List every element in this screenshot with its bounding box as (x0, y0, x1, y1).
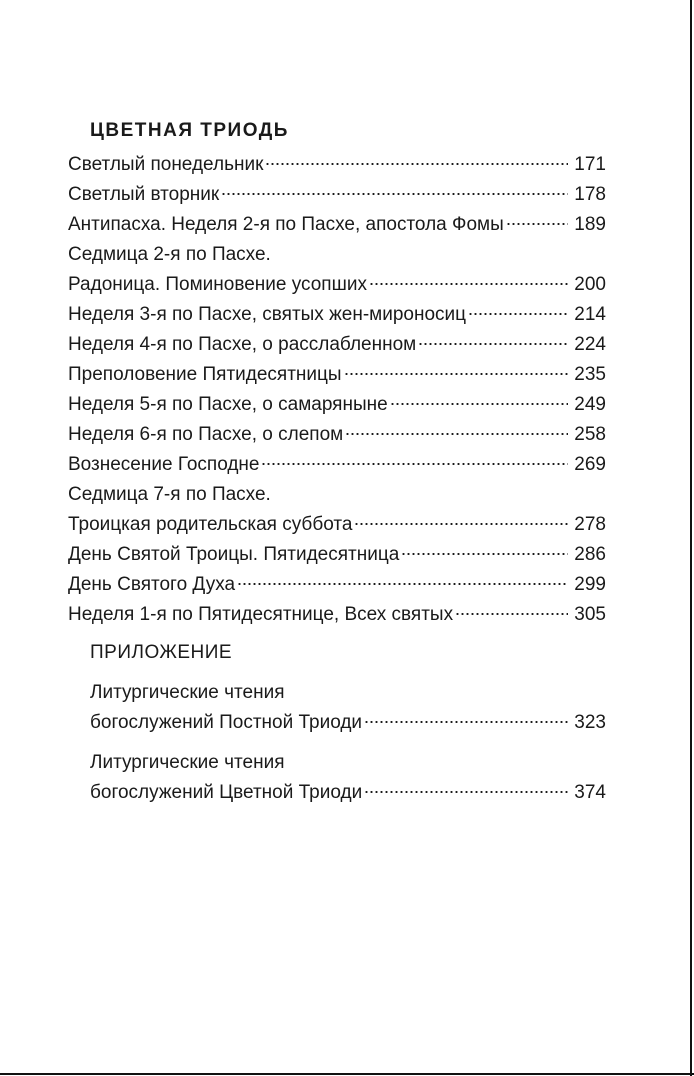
toc-entry-page: 171 (574, 154, 606, 175)
toc-entry (68, 270, 606, 300)
toc-entry (68, 600, 606, 630)
toc-entry-title: богослужений Цветной Триоди (90, 782, 363, 803)
toc-entry (68, 150, 606, 180)
toc-entry-page: 323 (574, 712, 606, 733)
appendix-title: ПРИЛОЖЕНИЕ (90, 642, 233, 663)
page-edge-right (690, 0, 692, 1076)
dot-leader (364, 721, 568, 723)
toc-entry-title: Неделя 5-я по Пасхе, о самаряныне (68, 394, 388, 415)
dot-leader (265, 163, 568, 165)
toc-entry (68, 180, 606, 210)
appendix-item-line: Литургические чтения (90, 752, 285, 773)
dot-leader (401, 553, 568, 555)
appendix-item (90, 748, 606, 808)
appendix-item (90, 678, 606, 738)
toc-entry-page: 178 (574, 184, 606, 205)
dot-leader (364, 791, 568, 793)
toc-entry (68, 300, 606, 330)
dot-leader (455, 613, 568, 615)
toc-entry-title: Неделя 4-я по Пасхе, о расслабленном (68, 334, 417, 355)
toc-entry (68, 360, 606, 390)
toc-entry-title: День Святого Духа (68, 574, 236, 595)
toc-entry (68, 510, 606, 540)
toc-entry-title: Преполовение Пятидесятницы (68, 364, 342, 385)
dot-leader (468, 313, 568, 315)
toc-entry (90, 708, 606, 738)
toc-entry-title: Неделя 1-я по Пятидесятнице, Всех святых (68, 604, 454, 625)
dot-leader (369, 283, 568, 285)
toc-entry-page: 286 (574, 544, 606, 565)
dot-leader (345, 433, 568, 435)
toc-entry (68, 570, 606, 600)
toc-entry-page: 374 (574, 782, 606, 803)
toc-entry-page: 235 (574, 364, 606, 385)
toc-entry-page: 189 (574, 214, 606, 235)
toc-entry (68, 450, 606, 480)
table-of-contents (68, 116, 606, 818)
toc-entry-page: 214 (574, 304, 606, 325)
dot-leader (506, 223, 569, 225)
toc-entry-page: 278 (574, 514, 606, 535)
toc-entry-title: Троицкая родительская суббота (68, 514, 353, 535)
dot-leader (344, 373, 569, 375)
toc-entry-heading-line: Седмица 7-я по Пасхе. (68, 484, 271, 505)
toc-entry (68, 330, 606, 360)
toc-entry-page: 299 (574, 574, 606, 595)
toc-entry (68, 390, 606, 420)
dot-leader (261, 463, 568, 465)
toc-entry (68, 420, 606, 450)
toc-entry-title: Неделя 6-я по Пасхе, о слепом (68, 424, 344, 445)
toc-entry-page: 249 (574, 394, 606, 415)
toc-entry-title: Светлый понедельник (68, 154, 264, 175)
toc-entry-page: 258 (574, 424, 606, 445)
section-title: ЦВЕТНАЯ ТРИОДЬ (90, 120, 289, 141)
toc-entry-title: Радоница. Поминовение усопших (68, 274, 367, 295)
toc-entry-page: 269 (574, 454, 606, 475)
dot-leader (418, 343, 568, 345)
page-edge-bottom (0, 1073, 694, 1075)
toc-entry (90, 778, 606, 808)
toc-entry-page: 305 (574, 604, 606, 625)
dot-leader (221, 193, 568, 195)
toc-entry-page: 200 (574, 274, 606, 295)
appendix-item-line: Литургические чтения (90, 682, 285, 703)
toc-entry-title: День Святой Троицы. Пятидесятница (68, 544, 400, 565)
toc-entry-page: 224 (574, 334, 606, 355)
toc-entry-title: богослужений Постной Триоди (90, 712, 363, 733)
dot-leader (237, 583, 568, 585)
toc-entry-title: Антипасха. Неделя 2-я по Пасхе, апостола Фомы (68, 214, 504, 235)
toc-entry-title: Неделя 3-я по Пасхе, святых жен-мироносиц (68, 304, 467, 325)
toc-entry-title: Светлый вторник (68, 184, 220, 205)
dot-leader (354, 523, 568, 525)
dot-leader (390, 403, 569, 405)
toc-entry (68, 540, 606, 570)
toc-entry (68, 210, 606, 240)
toc-entry-heading-line: Седмица 2-я по Пасхе. (68, 244, 271, 265)
toc-entry-title: Вознесение Господне (68, 454, 260, 475)
